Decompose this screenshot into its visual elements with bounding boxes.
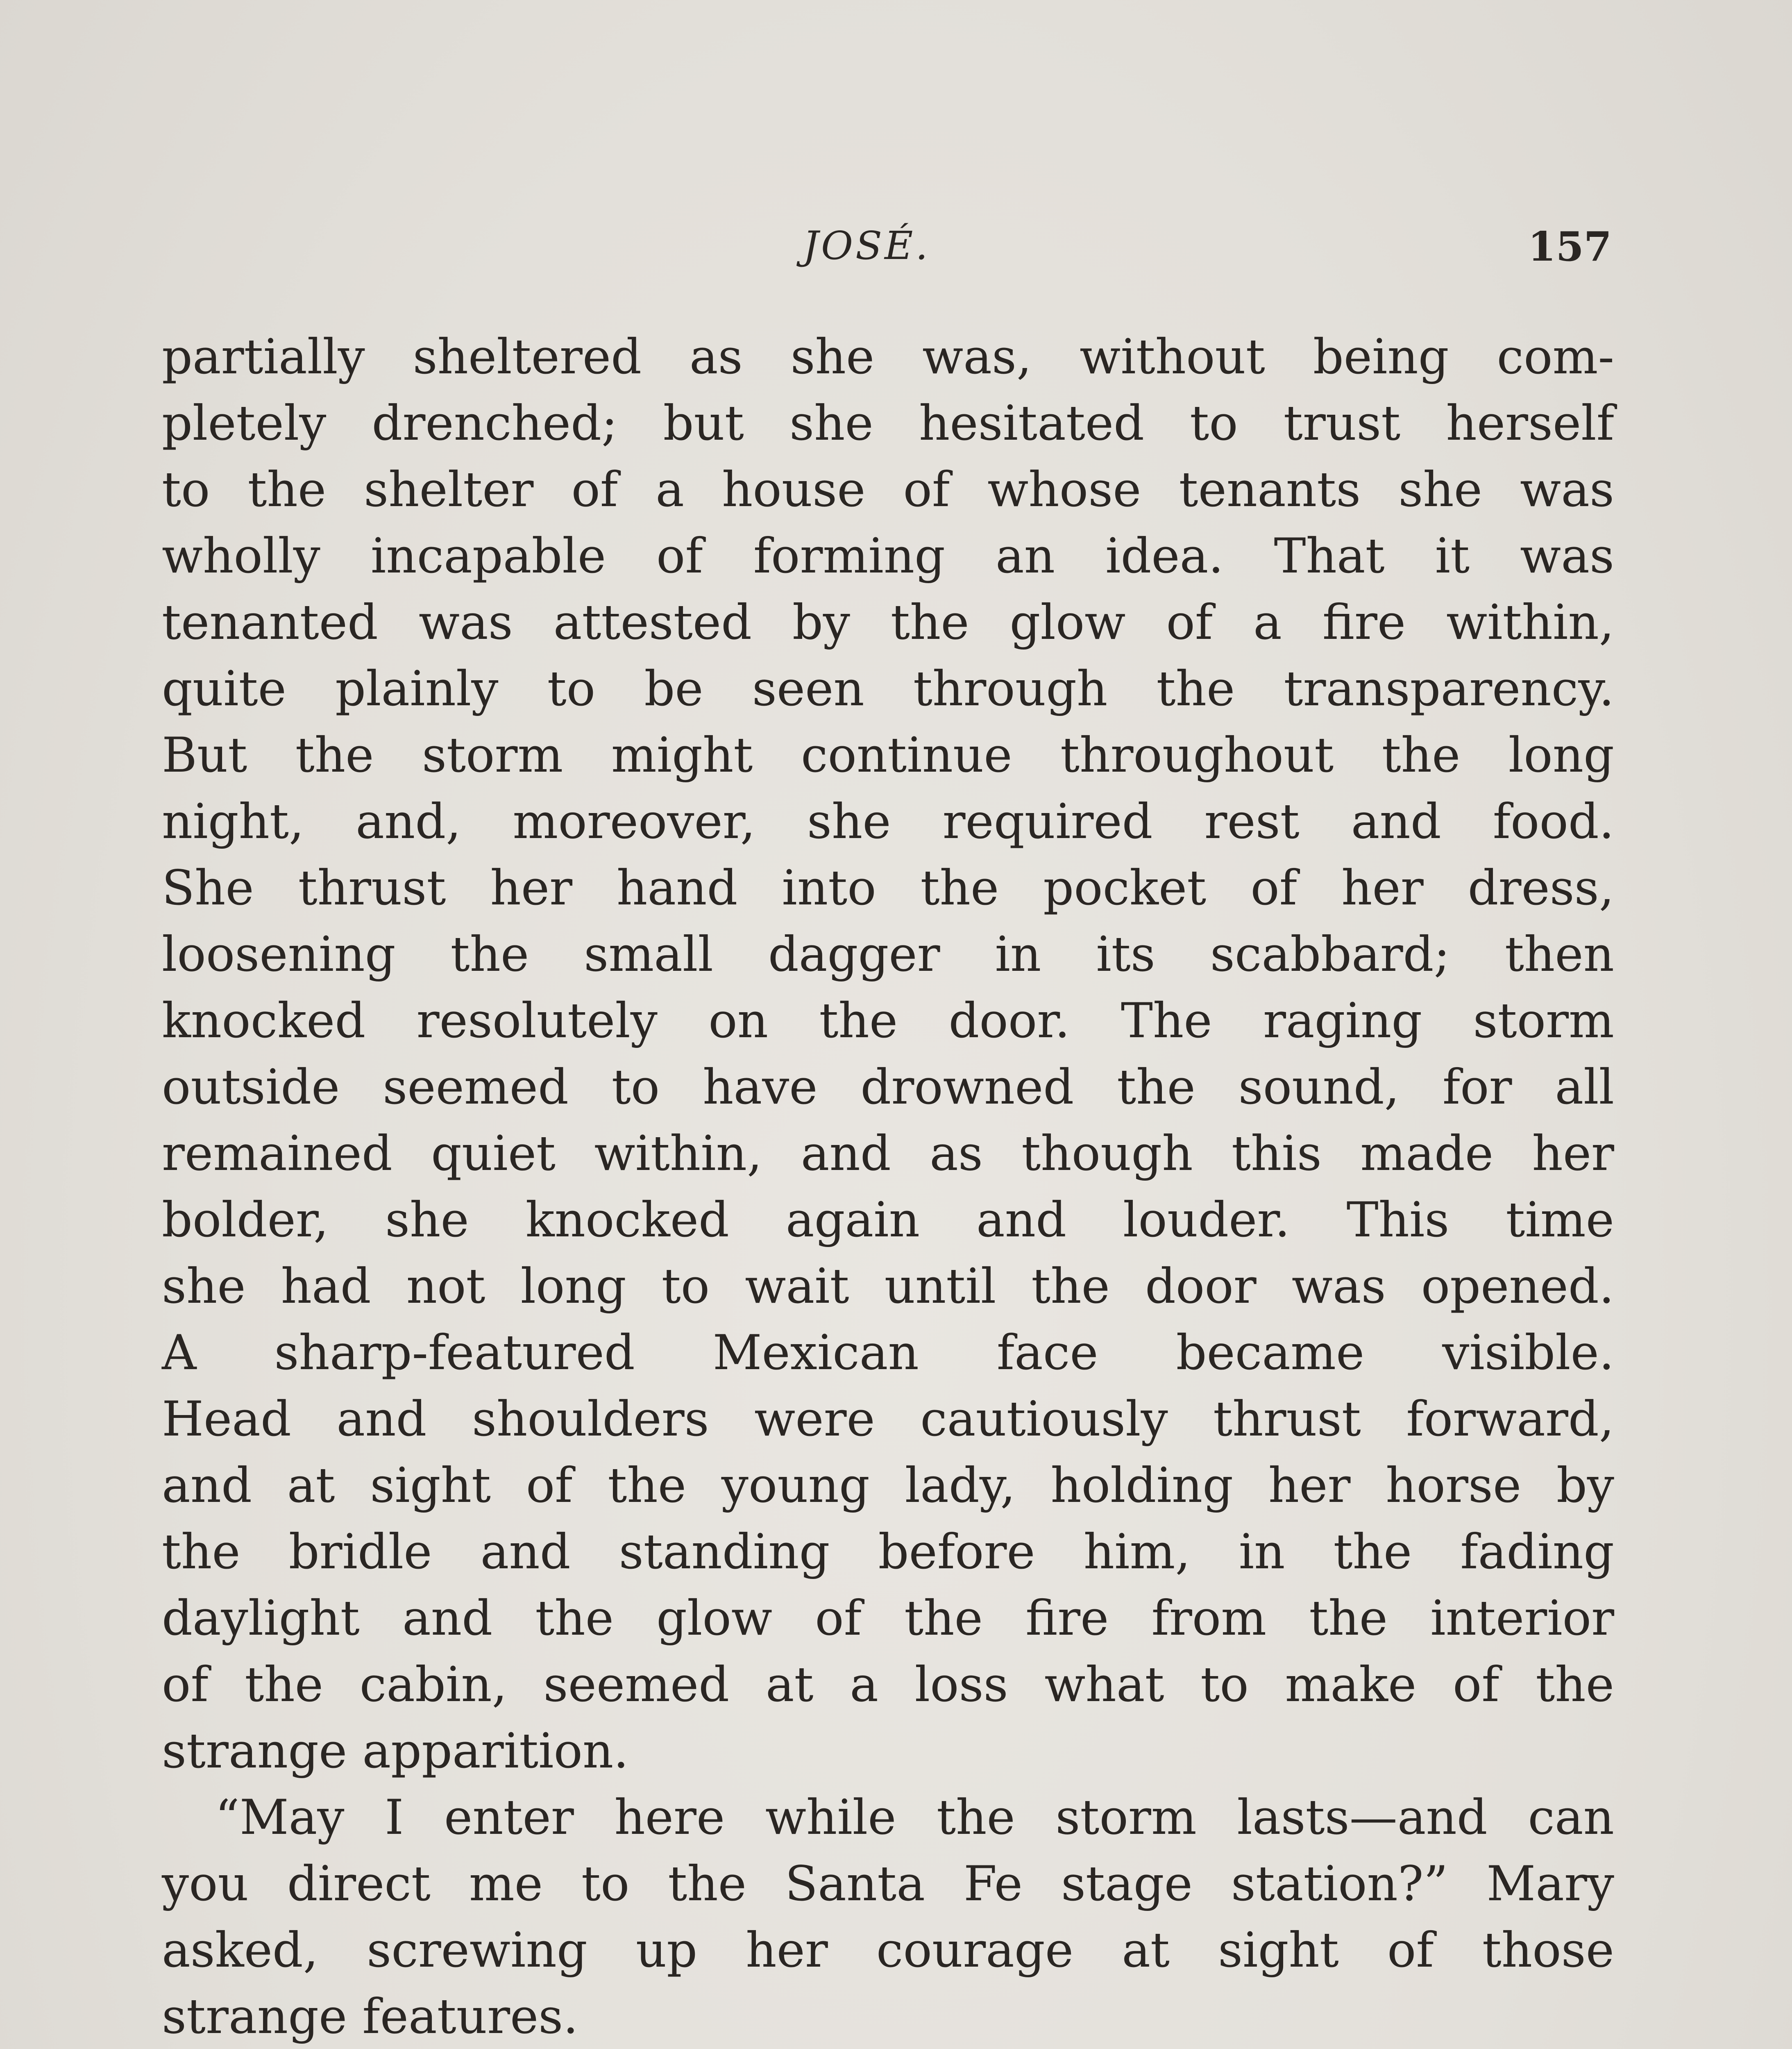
text-line: A sharp-featured Mexican face became visible. — [162, 1324, 1614, 1381]
text-line: She thrust her hand into the pocket of her dress, — [162, 860, 1614, 916]
text-line: bolder, she knocked again and louder. This time — [162, 1192, 1614, 1248]
text-line: the bridle and standing before him, in the fading — [162, 1524, 1614, 1580]
text-line: wholly incapable of forming an idea. That it was — [162, 528, 1614, 584]
text-line: night, and, moreover, she required rest and food. — [162, 793, 1614, 850]
text-line: outside seemed to have drowned the sound, for all — [162, 1059, 1614, 1115]
text-line: remained quiet within, and as though this made her — [162, 1125, 1614, 1181]
body-text — [162, 324, 1614, 2049]
text-line: partially sheltered as she was, without being com- — [162, 329, 1614, 385]
text-line: and at sight of the young lady, holding her horse by — [162, 1457, 1614, 1513]
text-line: knocked resolutely on the door. The raging storm — [162, 993, 1614, 1049]
paragraph-start-line: “May I enter here while the storm lasts—and can — [215, 1789, 1614, 1845]
text-line: of the cabin, seemed at a loss what to make of the — [162, 1656, 1614, 1713]
paragraph-end-line: strange features. — [162, 1988, 578, 2044]
text-line: Head and shoulders were cautiously thrust forward, — [162, 1391, 1614, 1447]
text-line: quite plainly to be seen through the transparency. — [162, 661, 1614, 717]
text-line: pletely drenched; but she hesitated to trust herself — [162, 395, 1614, 451]
text-line: tenanted was attested by the glow of a fire within, — [162, 594, 1614, 650]
text-line: asked, screwing up her courage at sight of those — [162, 1922, 1614, 1978]
paragraph-end-line: strange apparition. — [162, 1723, 629, 1779]
text-line: daylight and the glow of the fire from the interior — [162, 1590, 1614, 1646]
text-line: she had not long to wait until the door was opened. — [162, 1258, 1614, 1314]
text-line: But the storm might continue throughout the long — [162, 727, 1614, 783]
running-title: JOSÉ. — [803, 223, 930, 268]
page-number: 157 — [1528, 223, 1612, 270]
text-line: you direct me to the Santa Fe stage station?” Mary — [162, 1856, 1614, 1912]
text-line: loosening the small dagger in its scabbard; then — [162, 926, 1614, 982]
text-line: to the shelter of a house of whose tenants she was — [162, 461, 1614, 518]
